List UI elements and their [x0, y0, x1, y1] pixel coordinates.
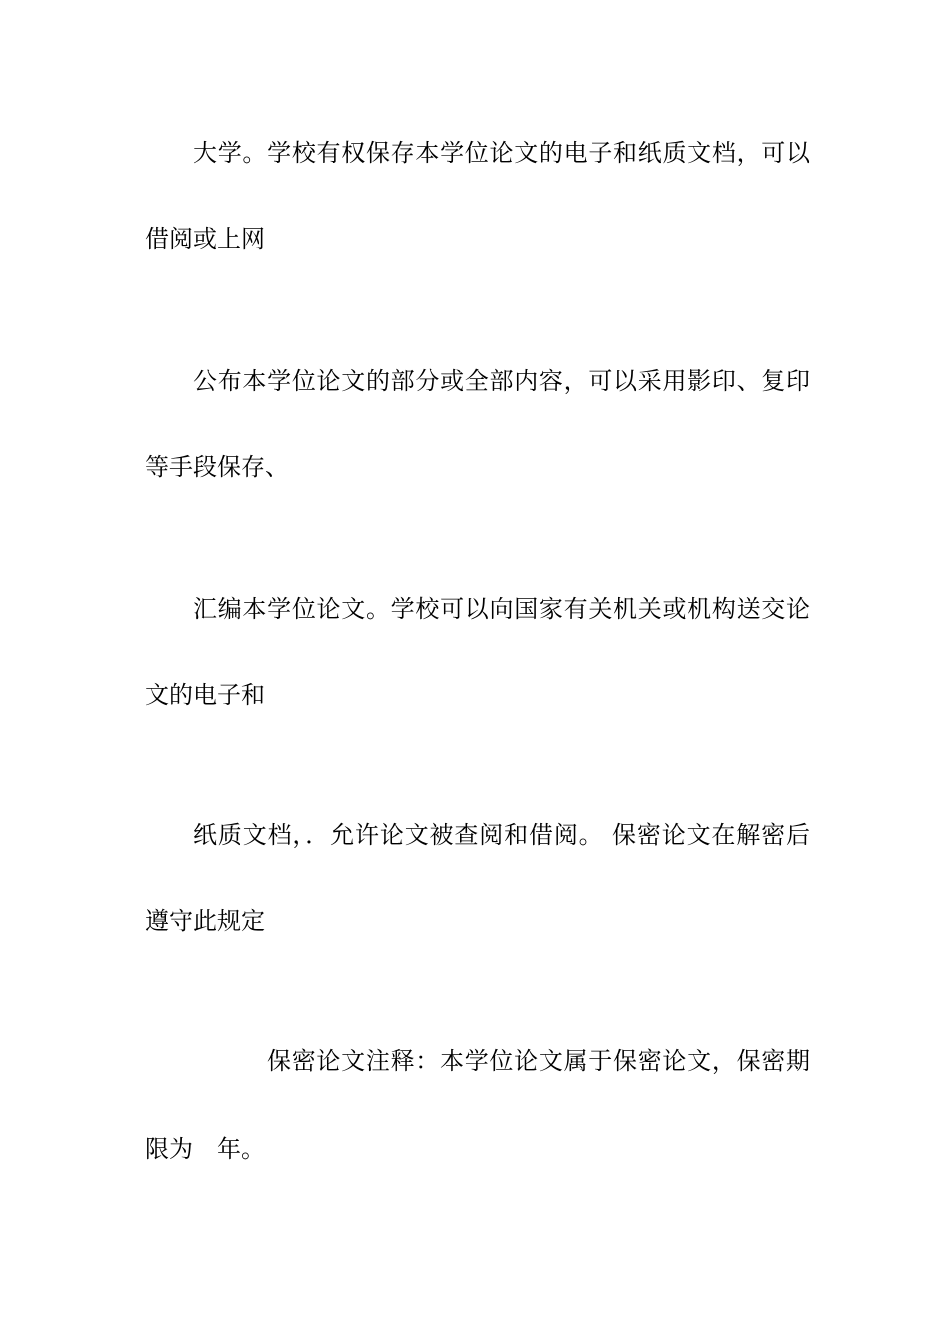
paragraph-4-line-1: 纸质文档，．允许论文被查阅和借阅。 保密论文在解密后 — [193, 821, 810, 849]
paragraph-3-line-2: 文的电子和 — [145, 681, 265, 709]
paragraph-1-line-2: 借阅或上网 — [145, 225, 265, 253]
paragraph-1-line-1: 大学。学校有权保存本学位论文的电子和纸质文档，可以 — [193, 139, 810, 167]
paragraph-3-line-1: 汇编本学位论文。学校可以向国家有关机关或机构送交论 — [193, 595, 810, 623]
confidential-note-line-1: 保密论文注释：本学位论文属于保密论文，保密期 — [267, 1047, 810, 1075]
confidential-note-line-2: 限为 年。 — [145, 1135, 265, 1163]
paragraph-2-line-1: 公布本学位论文的部分或全部内容，可以采用影印、复印 — [193, 367, 810, 395]
paragraph-2-line-2: 等手段保存、 — [145, 453, 289, 481]
paragraph-4-line-2: 遵守此规定 — [145, 907, 265, 935]
